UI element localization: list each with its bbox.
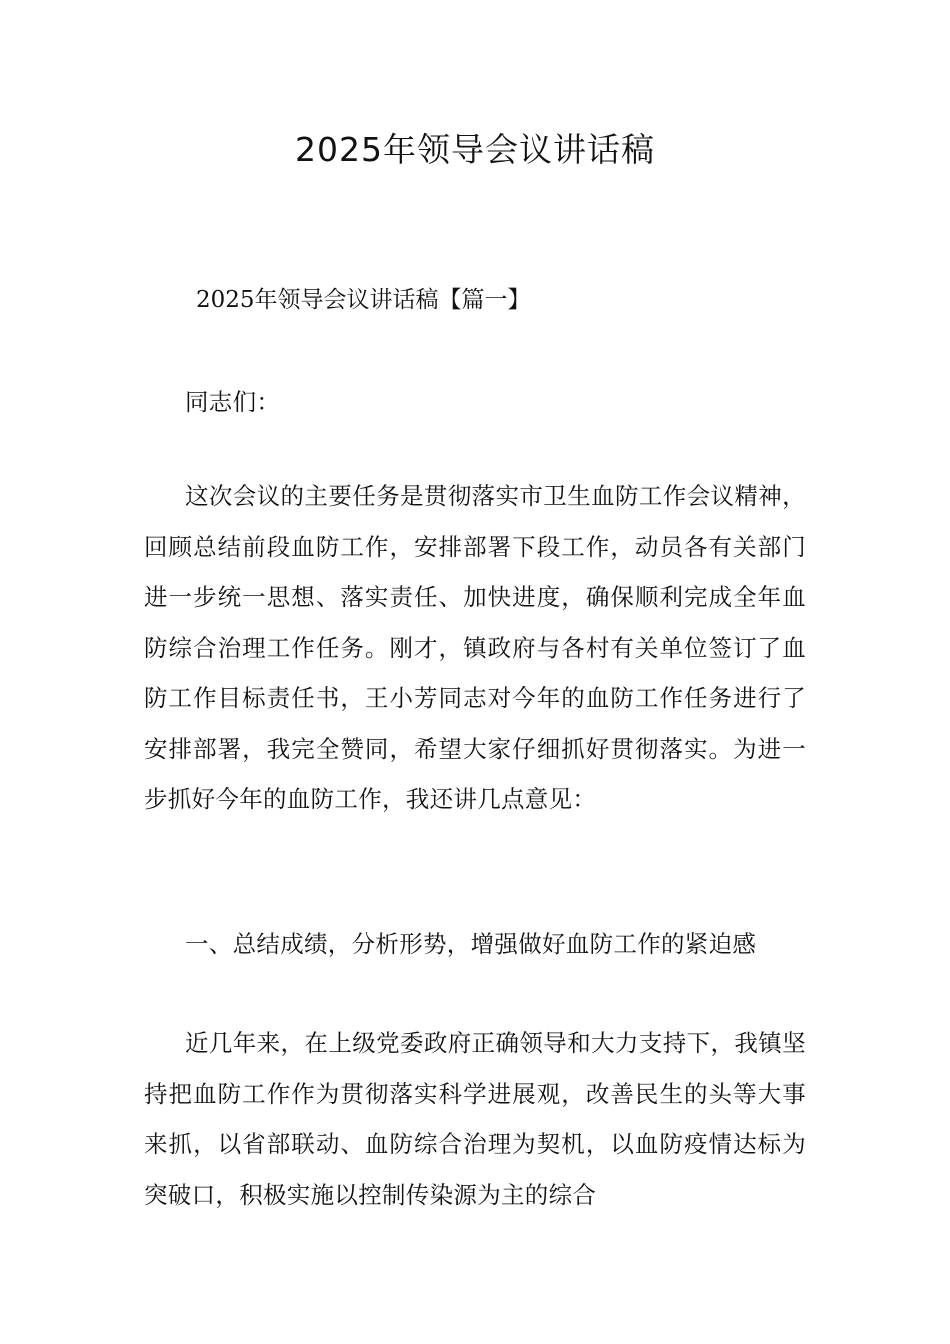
body-paragraph: 近几年来，在上级党委政府正确领导和大力支持下，我镇坚持把血防工作作为贯彻落实科学进展观，改善民生的头等大事来抓，以省部联动、血防综合治理为契机，以血防疫情达标为突破口，积极实施以控制传染源为主的综合 <box>144 1029 806 1209</box>
document-title: 2025年领导会议讲话稿 <box>295 130 655 169</box>
section-subtitle: 2025年领导会议讲话稿【篇一】 <box>196 287 531 313</box>
section-heading: 一、总结成绩，分析形势，增强做好血防工作的紧迫感 <box>185 930 757 958</box>
greeting-paragraph: 同志们： <box>185 388 281 416</box>
body-paragraph: 这次会议的主要任务是贯彻落实市卫生血防工作会议精神，回顾总结前段血防工作，安排部署下段工作，动员各有关部门进一步统一思想、落实责任、加快进度，确保顺利完成全年血防综合治理工作任务。刚才，镇政府与各村有关单位签订了血防工作目标责任书，王小芳同志对今年的血防工作任务进行了安排部署，我完全赞同，希望大家仔细抓好贯彻落实。为进一步抓好今年的血防工作，我还讲几点意见： <box>144 482 806 813</box>
